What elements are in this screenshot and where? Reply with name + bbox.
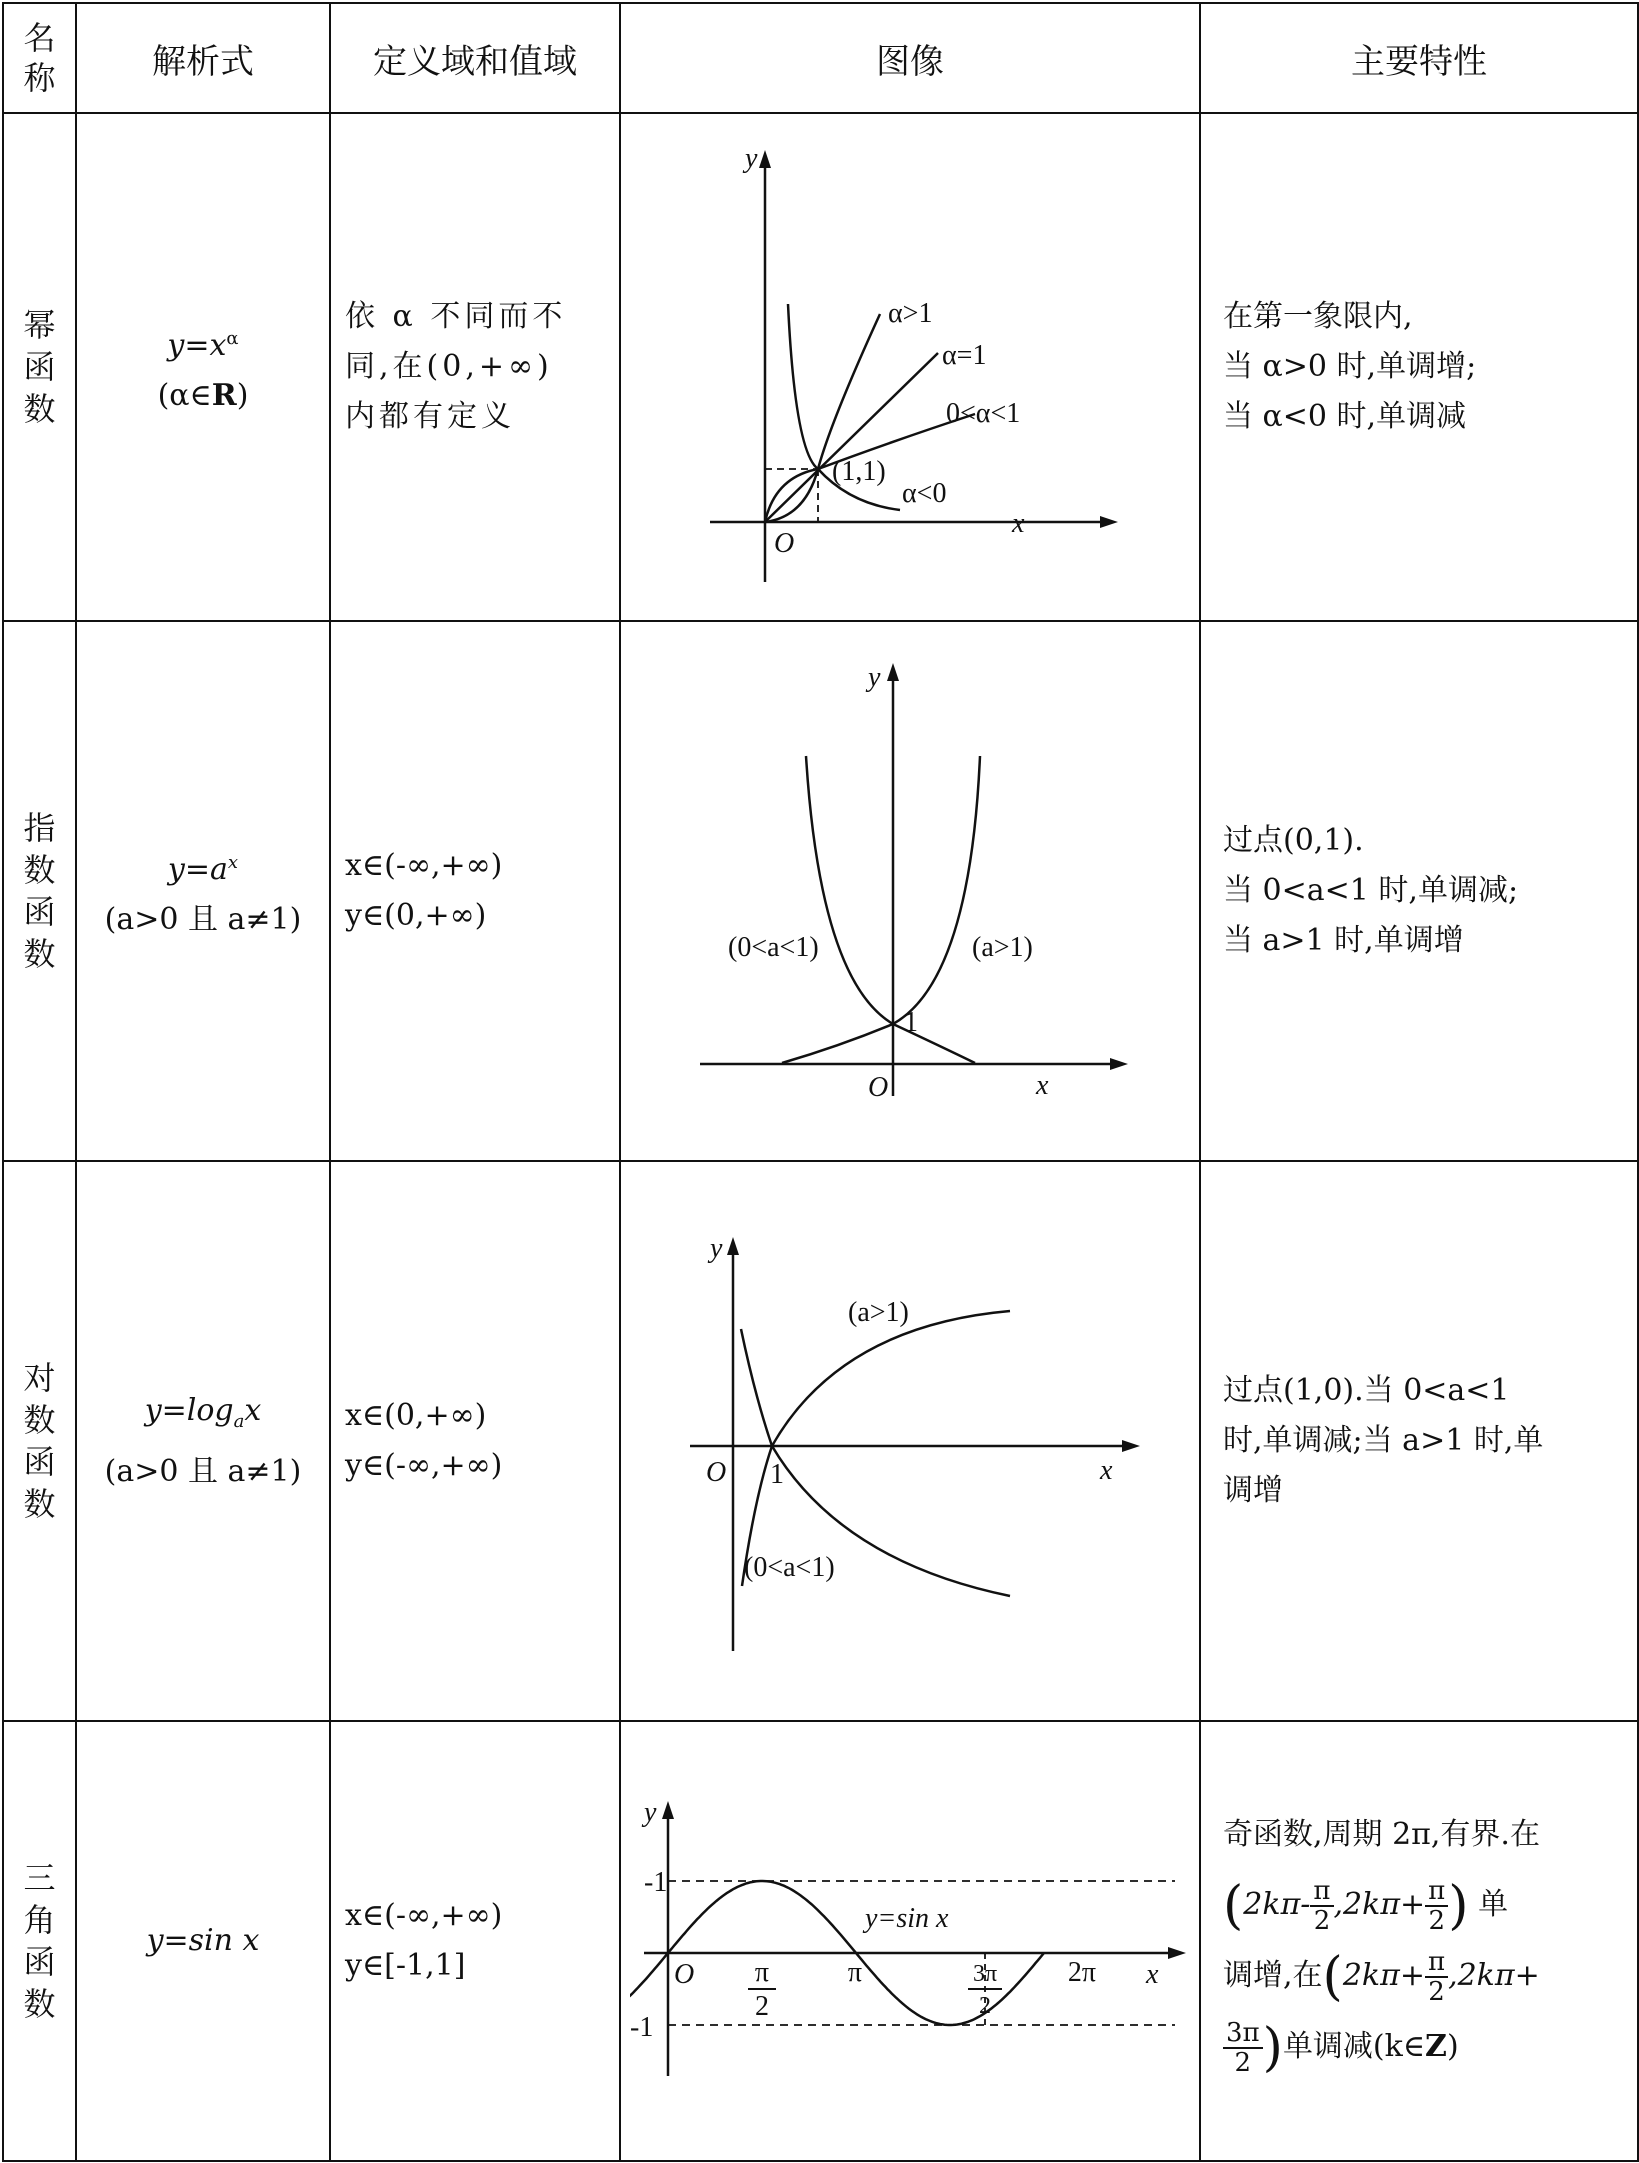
formula-power-main: y=x	[167, 327, 227, 363]
log-x-arrow	[1122, 1440, 1140, 1452]
power-point-label: (1,1)	[832, 456, 886, 487]
power-y-arrow	[759, 150, 771, 168]
formula-power-exp: α	[226, 327, 239, 349]
formula-power-cond-close: )	[236, 377, 249, 413]
props-trig-frac3: $\frac{\pi}{2}$	[1425, 1948, 1448, 2006]
trig-y-label: y	[644, 1797, 657, 1828]
trig-pi2-den: 2	[755, 1991, 769, 2022]
graph-exponential	[620, 621, 1200, 1161]
props-trig	[1200, 1721, 1638, 2161]
graph-power	[620, 113, 1200, 621]
props-exponential	[1200, 621, 1638, 1161]
props-trig-2kpi-minus: 2kπ-	[1243, 1886, 1311, 1922]
header-domain-range: 定义域和值域	[330, 3, 620, 113]
formula-exp-cond: (a>0 且 a≠1)	[104, 901, 302, 937]
props-trig-line1: 奇函数,周期 2π,有界.在	[1223, 1816, 1540, 1852]
name-logarithmic: 对数函数	[3, 1161, 76, 1721]
formula-power-cond-open: (α∈	[157, 377, 212, 413]
formula-exp-exp: x	[227, 851, 239, 873]
log-x-label: x	[1100, 1455, 1113, 1486]
log-origin-label: O	[706, 1457, 727, 1488]
domain-trig-line1: x∈(-∞,+∞)	[345, 1898, 503, 1933]
header-properties: 主要特性	[1200, 3, 1638, 113]
row-power	[3, 113, 1638, 621]
domain-exp-line1: x∈(-∞,+∞)	[345, 848, 503, 883]
props-trig-line4: $\frac{3\pi}{2}$ )单调减(k∈Z)	[1223, 2012, 1623, 2083]
formula-log-x: x	[244, 1392, 262, 1428]
exp-graph-svg	[680, 641, 1140, 1141]
props-trig-frac2: $\frac{\pi}{2}$	[1425, 1877, 1448, 1935]
domain-log-line2: y∈(-∞,+∞)	[345, 1448, 503, 1483]
header-formula: 解析式	[76, 3, 330, 113]
formula-trig	[76, 1721, 330, 2161]
header-graph: 图像	[620, 3, 1200, 113]
exp-label-a-0-1: (0<a<1)	[728, 932, 819, 963]
row-trig	[3, 1721, 1638, 2161]
props-exp-line1: 过点(0,1).	[1223, 823, 1364, 858]
power-y-label: y	[745, 143, 758, 174]
trig-x-label: x	[1146, 1959, 1159, 1990]
row-exponential	[3, 621, 1638, 1161]
power-x-arrow	[1100, 516, 1118, 528]
formula-exponential	[76, 621, 330, 1161]
function-table	[2, 2, 1639, 2162]
header-name: 名称	[3, 3, 76, 113]
formula-logarithmic	[76, 1161, 330, 1721]
power-label-a-eq1: α=1	[942, 340, 987, 371]
log-y-label: y	[710, 1233, 723, 1264]
domain-power-line3: 内都有定义	[345, 399, 515, 434]
formula-log-cond: (a>0 且 a≠1)	[104, 1453, 302, 1489]
props-power-line3: 当 α<0 时,单调减	[1223, 399, 1467, 434]
domain-trig-line2: y∈[-1,1]	[345, 1948, 466, 1983]
props-trig-inc: 单	[1478, 1886, 1509, 1922]
exp-curve-a-0-1	[806, 756, 975, 1063]
power-x-label: x	[1012, 508, 1025, 539]
formula-log-main: y=log	[144, 1392, 234, 1428]
trig-curve-label: y=sin x	[865, 1903, 949, 1934]
formula-power	[76, 113, 330, 621]
formula-power-R: R	[211, 377, 237, 413]
exp-x-arrow	[1110, 1058, 1128, 1070]
props-logarithmic	[1200, 1161, 1638, 1721]
log-graph-svg	[670, 1191, 1150, 1691]
trig-graph-svg	[630, 1791, 1190, 2091]
exp-origin-label: O	[868, 1072, 889, 1103]
props-trig-frac1: $\frac{\pi}{2}$	[1310, 1877, 1333, 1935]
trig-bottom-label: -1	[630, 2012, 654, 2043]
power-graph-svg	[690, 132, 1130, 602]
graph-logarithmic	[620, 1161, 1200, 1721]
power-curve-a-gt1	[765, 314, 880, 522]
row-logarithmic	[3, 1161, 1638, 1721]
props-trig-line3: 调增,在(2kπ+ $\frac{\pi}{2}$ ,2kπ+	[1223, 1946, 1540, 2007]
props-power-line1: 在第一象限内,	[1223, 299, 1413, 334]
log-label-a-0-1: (0<a<1)	[744, 1552, 835, 1583]
power-label-a-gt1: α>1	[888, 298, 933, 329]
domain-exp-line2: y∈(0,+∞)	[345, 898, 487, 933]
log-label-a-gt1: (a>1)	[848, 1297, 909, 1328]
exp-y-arrow	[887, 663, 899, 681]
exp-one-label: 1	[904, 1007, 918, 1038]
trig-3pi2-den: 2	[979, 1993, 991, 2019]
props-trig-line2: (2kπ- $\frac{\pi}{2}$ ,2kπ+ $\frac{\pi}{2}$ ) 单	[1223, 1875, 1509, 1936]
power-origin-label: O	[774, 528, 795, 559]
exp-y-label: y	[868, 662, 881, 693]
props-exp-line3: 当 a>1 时,单调增	[1223, 923, 1464, 958]
graph-trig	[620, 1721, 1200, 2161]
trig-pi-label: π	[847, 1957, 863, 1988]
power-label-a-0-1: 0<α<1	[946, 398, 1021, 429]
props-trig-2kpi-plus: ,2kπ+	[1333, 1886, 1426, 1922]
exp-x-label: x	[1036, 1070, 1049, 1101]
name-power: 幂函数	[3, 113, 76, 621]
props-power-line2: 当 α>0 时,单调增;	[1223, 349, 1477, 384]
trig-x-arrow	[1168, 1947, 1186, 1959]
props-log-line1: 过点(1,0).当 0<a<1	[1223, 1373, 1510, 1408]
trig-pi2-num: π	[754, 1957, 770, 1988]
formula-exp-main: y=a	[167, 851, 228, 887]
domain-power	[330, 113, 620, 621]
domain-power-line1: 依 α 不同而不	[345, 299, 567, 334]
header-row	[3, 3, 1638, 113]
formula-log-sub: a	[233, 1410, 245, 1432]
name-trig: 三角函数	[3, 1721, 76, 2161]
domain-trig	[330, 1721, 620, 2161]
trig-2pi-label: 2π	[1067, 1957, 1097, 1988]
props-power	[1200, 113, 1638, 621]
log-y-arrow	[727, 1237, 739, 1255]
props-exp-line2: 当 0<a<1 时,单调减;	[1223, 873, 1519, 908]
name-exponential: 指数函数	[3, 621, 76, 1161]
trig-3pi2-num: 3π	[972, 1961, 998, 1987]
log-one-label: 1	[770, 1459, 784, 1490]
power-label-a-lt0: α<0	[902, 478, 947, 509]
domain-logarithmic	[330, 1161, 620, 1721]
trig-origin-label: O	[674, 1959, 695, 1990]
props-log-line3: 调增	[1223, 1473, 1283, 1508]
domain-log-line1: x∈(0,+∞)	[345, 1398, 487, 1433]
props-trig-frac4: $\frac{3\pi}{2}$	[1223, 2019, 1263, 2077]
props-log-line2: 时,单调减;当 a>1 时,单	[1223, 1423, 1544, 1458]
trig-y-arrow	[662, 1801, 674, 1819]
domain-exponential	[330, 621, 620, 1161]
formula-trig-main: y=sin x	[146, 1923, 260, 1958]
trig-top-label: -1	[644, 1867, 668, 1898]
log-curve-a-gt1	[742, 1311, 1010, 1586]
domain-power-line2: 同,在(0,+∞)	[345, 349, 553, 384]
exp-label-a-gt1: (a>1)	[972, 932, 1033, 963]
